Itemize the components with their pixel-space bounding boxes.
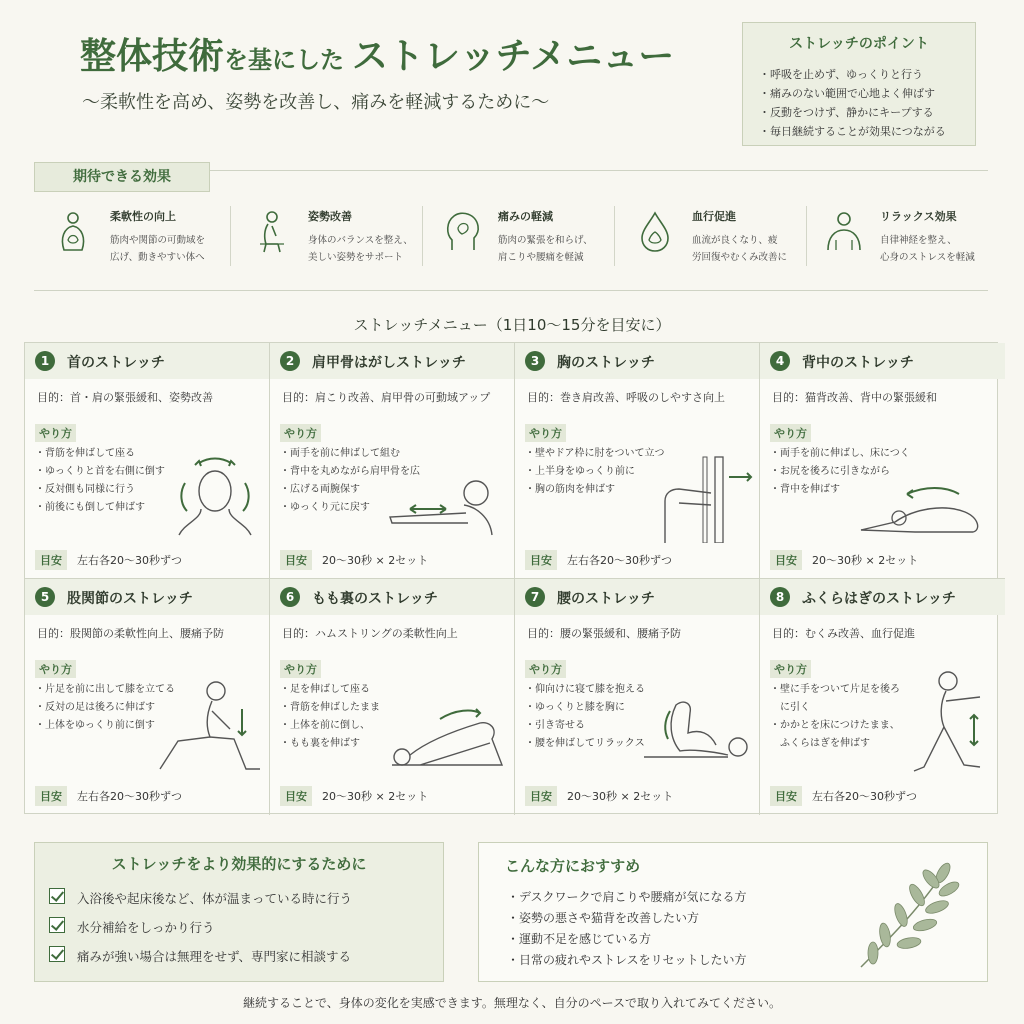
divider bbox=[614, 206, 615, 266]
effect-line: 筋肉の緊張を和らげ、 bbox=[498, 235, 593, 246]
step: ・両手を前に伸ばして組む bbox=[280, 448, 400, 459]
stretch-menu-grid bbox=[24, 342, 998, 814]
lower-back-stretch-illustration bbox=[640, 689, 755, 765]
posture-icon bbox=[254, 210, 288, 254]
effect-heading: 血行促進 bbox=[692, 210, 736, 223]
effect-line: 広げ、動きやすい体へ bbox=[110, 252, 205, 263]
step: ・上体を前に倒し、 bbox=[280, 720, 370, 731]
points-item: ・痛みのない範囲で心地よく伸ばす bbox=[759, 87, 935, 100]
divider bbox=[210, 170, 988, 171]
divider bbox=[806, 206, 807, 266]
card-number: 3 bbox=[525, 351, 545, 371]
card-number: 1 bbox=[35, 351, 55, 371]
step: ・背筋を伸ばしたまま bbox=[280, 702, 380, 713]
step: ・胸の筋肉を伸ばす bbox=[525, 484, 615, 495]
divider bbox=[422, 206, 423, 266]
body-glow-icon bbox=[56, 210, 90, 254]
how-to-label: やり方 bbox=[770, 424, 811, 442]
effect-heading: 柔軟性の向上 bbox=[110, 210, 176, 223]
points-list bbox=[759, 65, 975, 141]
card-number: 6 bbox=[280, 587, 300, 607]
recommend-box bbox=[478, 842, 988, 982]
effect-relaxation bbox=[824, 206, 1014, 266]
effect-line: 筋肉や関節の可動域を bbox=[110, 235, 206, 246]
recommend-item: ・日常の疲れやストレスをリセットしたい方 bbox=[507, 953, 747, 967]
how-to-label: やり方 bbox=[525, 660, 566, 678]
step: ・ゆっくりと首を右側に倒す bbox=[35, 466, 165, 477]
effect-heading: 痛みの軽減 bbox=[498, 210, 553, 223]
how-to-label: やり方 bbox=[35, 424, 76, 442]
guide-label: 目安 bbox=[35, 786, 67, 806]
neck-stretch-illustration bbox=[165, 453, 265, 543]
card-number: 8 bbox=[770, 587, 790, 607]
stretch-card bbox=[25, 579, 270, 815]
effect-line: 肩こりや腰痛を軽減 bbox=[498, 252, 584, 263]
step: ・前後にも倒して伸ばす bbox=[35, 502, 145, 513]
guide-value: 左右各20〜30秒ずつ bbox=[77, 790, 182, 803]
divider bbox=[230, 206, 231, 266]
tip-text: 水分補給をしっかり行う bbox=[77, 920, 215, 935]
step: ・片足を前に出して膝を立てる bbox=[35, 684, 175, 695]
card-title: 股関節のストレッチ bbox=[67, 591, 193, 607]
effect-line: 美しい姿勢をサポート bbox=[308, 252, 404, 263]
chest-stretch-illustration bbox=[645, 453, 755, 543]
points-box bbox=[742, 22, 976, 146]
footer-note: 継続することで、身体の変化を実感できます。無理なく、自分のペースで取り入れてみてください。 bbox=[243, 996, 781, 1010]
head-relief-icon bbox=[444, 210, 482, 254]
how-to-label: やり方 bbox=[525, 424, 566, 442]
hamstring-stretch-illustration bbox=[380, 699, 510, 775]
points-item: ・毎日継続することが効果につながる bbox=[759, 125, 946, 138]
effect-heading: 姿勢改善 bbox=[308, 210, 352, 223]
effect-description bbox=[110, 232, 205, 266]
recommend-item: ・姿勢の悪さや猫背を改善したい方 bbox=[507, 911, 700, 925]
step: ・背筋を伸ばして座る bbox=[35, 448, 135, 459]
card-number: 5 bbox=[35, 587, 55, 607]
effect-circulation bbox=[638, 206, 828, 266]
checkbox-icon bbox=[49, 917, 65, 933]
card-title: 肩甲骨はがしストレッチ bbox=[312, 355, 466, 371]
step: ・かかとを床につけたまま、 bbox=[770, 720, 900, 731]
guide-label: 目安 bbox=[770, 550, 802, 570]
guide-label: 目安 bbox=[280, 550, 312, 570]
how-to-label: やり方 bbox=[770, 660, 811, 678]
card-number: 4 bbox=[770, 351, 790, 371]
step: ・もも裏を伸ばす bbox=[280, 738, 360, 749]
effect-pain-relief bbox=[444, 206, 634, 266]
stretch-card bbox=[515, 343, 760, 579]
card-purpose: 目的：ハムストリングの柔軟性向上 bbox=[282, 627, 458, 640]
title-part-3: ストレッチメニュー bbox=[352, 35, 675, 77]
card-purpose: 目的：腰の緊張緩和、腰痛予防 bbox=[527, 627, 681, 640]
step: ふくらはぎを伸ばす bbox=[770, 738, 870, 749]
step: ・腰を伸ばしてリラックス bbox=[525, 738, 645, 749]
card-number: 2 bbox=[280, 351, 300, 371]
step: ・広げる両腕保す bbox=[280, 484, 360, 495]
effect-posture bbox=[254, 206, 444, 266]
step: ・お尻を後ろに引きながら bbox=[770, 466, 890, 477]
step: ・壁やドア枠に肘をついて立つ bbox=[525, 448, 665, 459]
effect-flexibility bbox=[56, 206, 246, 266]
recommend-list bbox=[507, 887, 747, 971]
stretch-card bbox=[515, 579, 760, 815]
step: ・背中を伸ばす bbox=[770, 484, 840, 495]
checkbox-icon bbox=[49, 946, 65, 962]
card-title: もも裏のストレッチ bbox=[312, 591, 438, 607]
effect-line: 身体のバランスを整え、 bbox=[308, 235, 413, 246]
step: ・壁に手をついて片足を後ろ bbox=[770, 684, 900, 695]
effects-title: 期待できる効果 bbox=[34, 162, 210, 192]
blood-drop-icon bbox=[638, 210, 672, 254]
page-subtitle: 〜柔軟性を高め、姿勢を改善し、痛みを軽減するために〜 bbox=[82, 92, 550, 113]
step: ・仰向けに寝て膝を抱える bbox=[525, 684, 645, 695]
step: ・反対側も同様に行う bbox=[35, 484, 135, 495]
tip-text: 痛みが強い場合は無理をせず、専門家に相談する bbox=[77, 949, 352, 964]
page-title bbox=[80, 28, 674, 79]
step-list bbox=[770, 681, 900, 753]
effect-description bbox=[880, 232, 975, 266]
card-title: 首のストレッチ bbox=[67, 355, 165, 371]
tips-title: ストレッチをより効果的にするために bbox=[111, 855, 367, 873]
effect-heading: リラックス効果 bbox=[880, 210, 957, 223]
guide-value: 左右各20〜30秒ずつ bbox=[567, 554, 672, 567]
step-list bbox=[525, 445, 665, 499]
card-title: ふくらはぎのストレッチ bbox=[802, 591, 956, 607]
points-item: ・呼吸を止めず、ゆっくりと行う bbox=[759, 68, 924, 81]
stretch-card bbox=[270, 343, 515, 579]
card-purpose: 目的：肩こり改善、肩甲骨の可動域アップ bbox=[282, 391, 491, 404]
guide-value: 20〜30秒 × 2セット bbox=[567, 790, 674, 803]
step-list bbox=[525, 681, 645, 753]
step: ・上体をゆっくり前に倒す bbox=[35, 720, 155, 731]
stretch-card bbox=[760, 579, 1005, 815]
checkbox-icon bbox=[49, 888, 65, 904]
title-part-1: 整体技術 bbox=[80, 35, 225, 77]
guide-label: 目安 bbox=[280, 786, 312, 806]
stretch-card bbox=[760, 343, 1005, 579]
card-title: 腰のストレッチ bbox=[557, 591, 655, 607]
effect-description bbox=[692, 232, 787, 266]
effect-description bbox=[308, 232, 413, 266]
tip-item bbox=[77, 947, 351, 965]
step: に引く bbox=[770, 702, 810, 713]
step: ・背中を丸めながら肩甲骨を広 bbox=[280, 466, 420, 477]
recommend-item: ・運動不足を感じている方 bbox=[507, 932, 652, 946]
card-purpose: 目的：巻き肩改善、呼吸のしやすさ向上 bbox=[527, 391, 725, 404]
points-item: ・反動をつけず、静かにキープする bbox=[759, 106, 934, 119]
recommend-item: ・デスクワークで肩こりや腰痛が気になる方 bbox=[507, 890, 747, 904]
menu-heading: ストレッチメニュー（1日10〜15分を目安に） bbox=[353, 316, 671, 334]
tip-item bbox=[77, 918, 215, 936]
divider bbox=[34, 290, 988, 291]
tip-item bbox=[77, 889, 352, 907]
guide-value: 20〜30秒 × 2セット bbox=[322, 554, 429, 567]
card-title: 胸のストレッチ bbox=[557, 355, 655, 371]
guide-value: 左右各20〜30秒ずつ bbox=[77, 554, 182, 567]
card-purpose: 目的：股関節の柔軟性向上、腰痛予防 bbox=[37, 627, 224, 640]
card-title: 背中のストレッチ bbox=[802, 355, 914, 371]
effect-line: 自律神経を整え、 bbox=[880, 235, 957, 246]
hip-stretch-illustration bbox=[150, 679, 265, 775]
recommend-title: こんな方におすすめ bbox=[505, 857, 641, 875]
step: ・反対の足は後ろに伸ばす bbox=[35, 702, 155, 713]
effect-line: 心身のストレスを軽減 bbox=[880, 252, 975, 263]
title-part-2: を基にした bbox=[224, 45, 345, 74]
effect-description bbox=[498, 232, 593, 266]
step-list bbox=[35, 445, 165, 517]
step: ・両手を前に伸ばし、床につく bbox=[770, 448, 910, 459]
step: ・ゆっくり元に戻す bbox=[280, 502, 370, 513]
calf-stretch-illustration bbox=[910, 667, 1000, 779]
effect-line: 血流が良くなり、疲 bbox=[692, 235, 778, 246]
tips-box bbox=[34, 842, 444, 982]
guide-label: 目安 bbox=[525, 786, 557, 806]
guide-label: 目安 bbox=[770, 786, 802, 806]
guide-label: 目安 bbox=[35, 550, 67, 570]
step: ・ゆっくりと膝を胸に bbox=[525, 702, 625, 713]
relax-figure-icon bbox=[824, 210, 864, 254]
leaf-branch-icon bbox=[851, 857, 971, 973]
how-to-label: やり方 bbox=[35, 660, 76, 678]
card-purpose: 目的：むくみ改善、血行促進 bbox=[772, 627, 915, 640]
step: ・足を伸ばして座る bbox=[280, 684, 370, 695]
step: ・上半身をゆっくり前に bbox=[525, 466, 635, 477]
points-title: ストレッチのポイント bbox=[789, 36, 929, 52]
stretch-card bbox=[270, 579, 515, 815]
card-number: 7 bbox=[525, 587, 545, 607]
card-purpose: 目的：首・肩の緊張緩和、姿勢改善 bbox=[37, 391, 213, 404]
shoulder-blade-illustration bbox=[380, 473, 510, 543]
guide-value: 20〜30秒 × 2セット bbox=[322, 790, 429, 803]
how-to-label: やり方 bbox=[280, 424, 321, 442]
how-to-label: やり方 bbox=[280, 660, 321, 678]
stretch-card bbox=[25, 343, 270, 579]
guide-value: 左右各20〜30秒ずつ bbox=[812, 790, 917, 803]
step: ・引き寄せる bbox=[525, 720, 585, 731]
guide-value: 20〜30秒 × 2セット bbox=[812, 554, 919, 567]
step-list bbox=[280, 681, 380, 753]
back-stretch-illustration bbox=[855, 478, 995, 538]
guide-label: 目安 bbox=[525, 550, 557, 570]
card-purpose: 目的：猫背改善、背中の緊張緩和 bbox=[772, 391, 937, 404]
tip-text: 入浴後や起床後など、体が温まっている時に行う bbox=[77, 891, 353, 906]
effect-line: 労回復やむくみ改善に bbox=[692, 252, 788, 263]
